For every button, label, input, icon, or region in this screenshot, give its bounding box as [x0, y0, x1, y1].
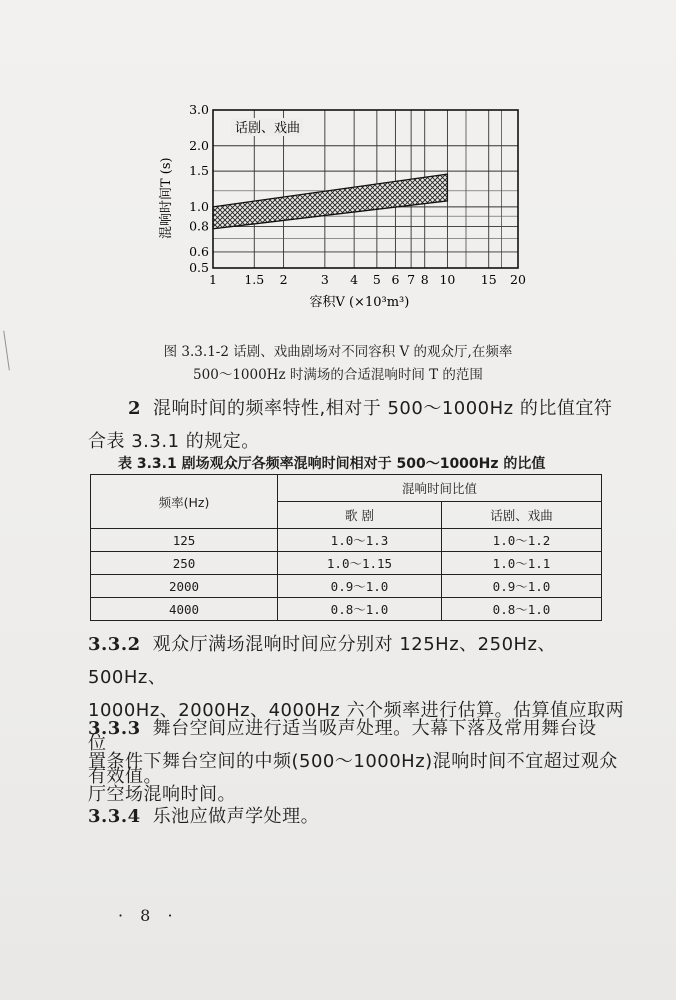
cell-freq: 2000: [91, 575, 278, 598]
clause-number: 3.3.3: [88, 718, 141, 739]
x-tick-label: 7: [407, 272, 416, 287]
clause-line: 舞台空间应进行适当吸声处理。大幕下落及常用舞台设: [152, 718, 597, 739]
cell-drama: 0.9～1.0: [442, 575, 602, 598]
cell-drama: 1.0～1.1: [442, 552, 602, 575]
cell-opera: 1.0～1.3: [278, 529, 442, 552]
figure-caption-line1: 图 3.3.1-2 话剧、戏曲剧场对不同容积 V 的观众厅,在频率: [163, 344, 513, 360]
table-row: [91, 575, 602, 598]
cell-opera: 0.8～1.0: [278, 598, 442, 621]
table-row: [91, 598, 602, 621]
clause-line: 厅空场混响时间。: [88, 784, 236, 805]
clause-line: 置条件下舞台空间的中频(500～1000Hz)混响时间不宜超过观众: [88, 751, 618, 772]
x-tick-label: 4: [350, 272, 359, 287]
cell-opera: 0.9～1.0: [278, 575, 442, 598]
y-tick-label: 3.0: [189, 102, 209, 117]
cell-drama: 0.8～1.0: [442, 598, 602, 621]
table-title: 表 3.3.1 剧场观众厅各频率混响时间相对于 500～1000Hz 的比值: [118, 456, 546, 472]
header-ratio: 混响时间比值: [278, 475, 602, 502]
section-2-number: 2: [128, 398, 142, 419]
reverberation-range-band: [213, 174, 447, 229]
cell-drama: 1.0～1.2: [442, 529, 602, 552]
section-2-paragraph: [88, 392, 628, 458]
y-tick-label: 0.6: [189, 243, 209, 259]
x-tick-label: 1.5: [244, 272, 265, 287]
cell-freq: 4000: [91, 598, 278, 621]
cell-opera: 1.0～1.15: [278, 552, 442, 575]
page-number: · 8 ·: [118, 906, 179, 925]
figure-caption-line2: 500～1000Hz 时满场的合适混响时间 T 的范围: [193, 367, 483, 383]
x-tick-label: 1: [209, 272, 217, 287]
x-tick-label: 6: [391, 272, 400, 287]
section-2-line1: 混响时间的频率特性,相对于 500～1000Hz 的比值宜符: [153, 398, 613, 419]
clause-number: 3.3.2: [88, 634, 141, 655]
y-tick-label: 1.5: [189, 163, 209, 179]
x-tick-label: 8: [420, 272, 429, 287]
x-tick-label: 20: [510, 272, 526, 287]
x-tick-label: 15: [480, 272, 497, 287]
clause-number: 3.3.4: [88, 806, 141, 827]
table-row: [91, 552, 602, 575]
frequency-ratio-table: [90, 474, 602, 621]
section-2-line2: 合表 3.3.1 的规定。: [88, 431, 260, 452]
y-tick-label: 0.5: [189, 260, 209, 275]
clause-3-3-4: [88, 800, 628, 833]
x-tick-label: 10: [439, 272, 456, 287]
clause-line: 乐池应做声学处理。: [152, 806, 320, 827]
cell-freq: 125: [91, 529, 278, 552]
clause-3-3-3: [88, 712, 628, 811]
cell-freq: 250: [91, 552, 278, 575]
x-tick-label: 5: [372, 272, 381, 287]
y-tick-label: 1.0: [189, 198, 209, 214]
x-tick-label: 2: [279, 272, 288, 287]
clause-line: 1000Hz、2000Hz、4000Hz 六个频率进行估算。估算值应取两位: [88, 700, 625, 754]
y-tick-label: 0.8: [189, 218, 209, 234]
clause-line: 观众厅满场混响时间应分别对 125Hz、250Hz、500Hz、: [88, 634, 557, 688]
y-tick-label: 2.0: [189, 137, 209, 153]
reverberation-chart: [150, 100, 540, 320]
header-drama: 话剧、戏曲: [442, 502, 602, 529]
header-frequency: 频率(Hz): [91, 475, 278, 529]
x-tick-label: 3: [320, 272, 329, 287]
table-row: [91, 529, 602, 552]
clause-line: 有效值。: [88, 766, 162, 787]
chart-title: 话剧、戏曲: [235, 121, 301, 136]
chart-x-axis-label: 容积V (×10³m³): [309, 295, 410, 310]
chart-y-axis-label: 混响时间T (s): [159, 157, 174, 239]
header-opera: 歌 剧: [278, 502, 442, 529]
